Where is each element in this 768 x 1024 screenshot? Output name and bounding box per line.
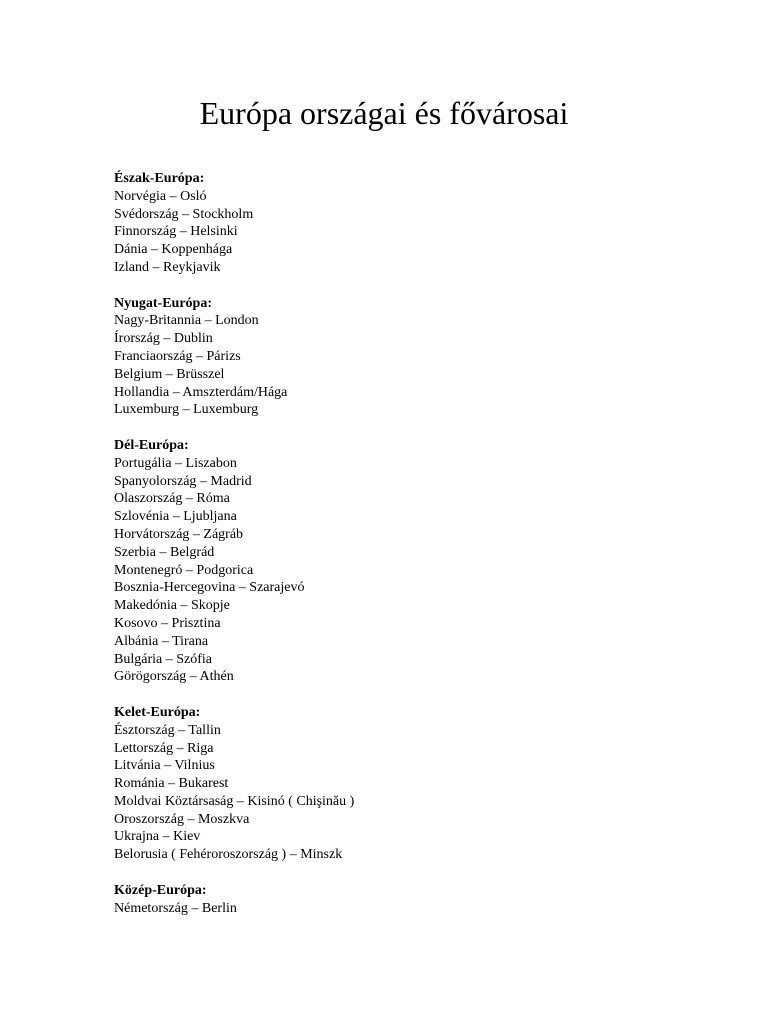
list-item: Franciaország – Párizs [114,348,241,364]
list-item: Spanyolország – Madrid [114,473,252,489]
list-item: Bulgária – Szófia [114,651,212,667]
list-item: Svédország – Stockholm [114,206,254,222]
page-title: Európa országai és fővárosai [199,95,569,131]
list-item: Albánia – Tirana [114,633,209,649]
list-item: Montenegró – Podgorica [114,562,254,578]
section-heading: Közép-Európa: [114,882,207,898]
country-list [114,170,714,935]
list-item: Litvánia – Vilnius [114,758,215,774]
list-item: Románia – Bukarest [114,776,229,792]
section-heading: Nyugat-Európa: [114,295,213,311]
section-central-europe [114,882,714,918]
list-item: Luxemburg – Luxemburg [114,402,259,418]
list-item: Makedónia – Skopje [114,598,230,614]
list-item: Ukrajna – Kiev [114,829,201,845]
section-heading: Dél-Európa: [114,437,189,453]
list-item: Olaszország – Róma [114,491,230,507]
section-west-europe [114,295,714,420]
list-item: Hollandia – Amszterdám/Hága [114,384,288,400]
section-east-europe [114,704,714,864]
list-item: Észtország – Tallin [114,722,221,738]
list-item: Horvátország – Zágráb [114,526,244,542]
list-item: Dánia – Koppenhága [114,242,233,258]
list-item: Oroszország – Moszkva [114,811,250,827]
list-item: Szlovénia – Ljubljana [114,509,237,525]
list-item: Norvégia – Osló [114,188,207,204]
list-item: Moldvai Köztársaság – Kisinó ( Chişinău ) [114,793,355,809]
section-heading: Kelet-Európa: [114,704,201,720]
list-item: Lettország – Riga [114,740,214,756]
section-north-europe [114,170,714,277]
list-item: Szerbia – Belgrád [114,544,215,560]
list-item: Nagy-Britannia – London [114,313,259,329]
list-item: Izland – Reykjavik [114,259,221,275]
section-south-europe [114,437,714,686]
list-item: Finnország – Helsinki [114,224,238,240]
list-item: Németország – Berlin [114,900,237,916]
list-item: Írország – Dublin [114,331,213,347]
section-heading: Észak-Európa: [114,171,205,186]
list-item: Bosznia-Hercegovina – Szarajevó [114,580,305,596]
list-item: Belorusia ( Fehéroroszország ) – Minszk [114,847,343,863]
list-item: Kosovo – Prisztina [114,615,221,631]
list-item: Görögország – Athén [114,669,234,685]
list-item: Portugália – Liszabon [114,455,237,471]
list-item: Belgium – Brüsszel [114,366,225,382]
